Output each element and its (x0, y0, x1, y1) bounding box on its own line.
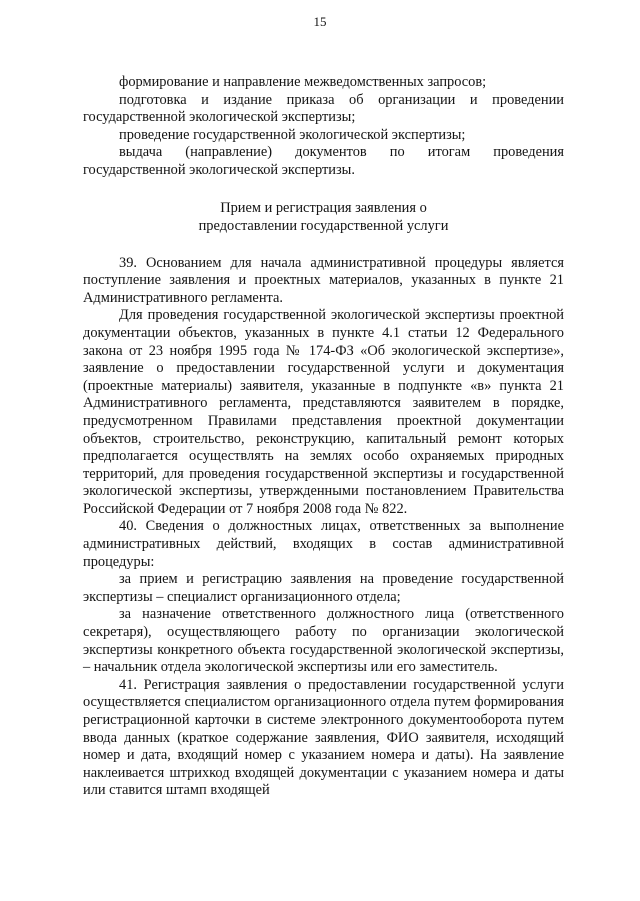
list-item-expertise: проведение государственной экологической экспертизы; (119, 126, 466, 143)
section-heading-line-1: Прием и регистрация заявления о (220, 199, 427, 216)
section-heading-line-2: предоставлении государственной услуги (198, 217, 449, 234)
paragraph-41: 41. Регистрация заявления о предоставлении государственной услуги осуществляется специалистом организационного отдела путем формирования регистрационной карточки в системе электронного документооборота путем ввода данных (краткое содержание заявления, ФИО заявителя, исходящий номер и дата, входящий номер с указанием номера и даты). На заявление наклеивается штрихкод входящей документации с указанием номера и даты или ставится штамп входящей (83, 676, 564, 799)
list-item-order: подготовка и издание приказа об организации и проведении государственной экологической экспертизы; (83, 91, 564, 126)
paragraph-40: 40. Сведения о должностных лицах, ответственных за выполнение административных действий, входящих в состав административной процедуры: (83, 518, 564, 570)
paragraph-39: 39. Основанием для начала административной процедуры является поступление заявления и проектных материалов, указанных в пункте 21 Административного регламента. (83, 254, 564, 306)
paragraph-appointment-responsible: за назначение ответственного должностного лица (ответственного секретаря), осуществляющего работу по организации экологической экспертизы конкретного объекта государственной экологической экспертизы, – начальник отдела экологической экспертизы или его заместитель. (83, 606, 564, 676)
list-item-requests: формирование и направление межведомственных запросов; (119, 74, 487, 90)
paragraph-reception-responsible: за прием и регистрацию заявления на проведение государственной экспертизы – специалист организационного отдела; (83, 571, 564, 605)
paragraph-submission-procedure: Для проведения государственной экологической экспертизы проектной документации объектов, указанных в пункте 4.1 статьи 12 Федерального закона от 23 ноября 1995 года № 174-ФЗ «Об экологической экспертизе», заявление о предоставлении государственной услуги и документация (проектные материалы) заявителя, указанные в подпункте «в» пункта 21 Административного регламента, представляются заявителем в порядке, предусмотренном Правилами представления проектной документации объектов, строительство, реконструкцию, капитальный ремонт которых предполагается осуществлять на землях особо охраняемых природных территорий, для проведения государственной экспертизы и государственной экологической экспертизы, утвержденными постановлением Правительства Российской Федерации от 7 ноября 2008 года № 822. (83, 307, 564, 517)
document-body (83, 74, 564, 800)
section-heading (83, 199, 564, 235)
page-number: 15 (313, 14, 327, 29)
list-item-issuance: выдача (направление) документов по итогам проведения государственной экологической экспертизы. (83, 144, 564, 178)
